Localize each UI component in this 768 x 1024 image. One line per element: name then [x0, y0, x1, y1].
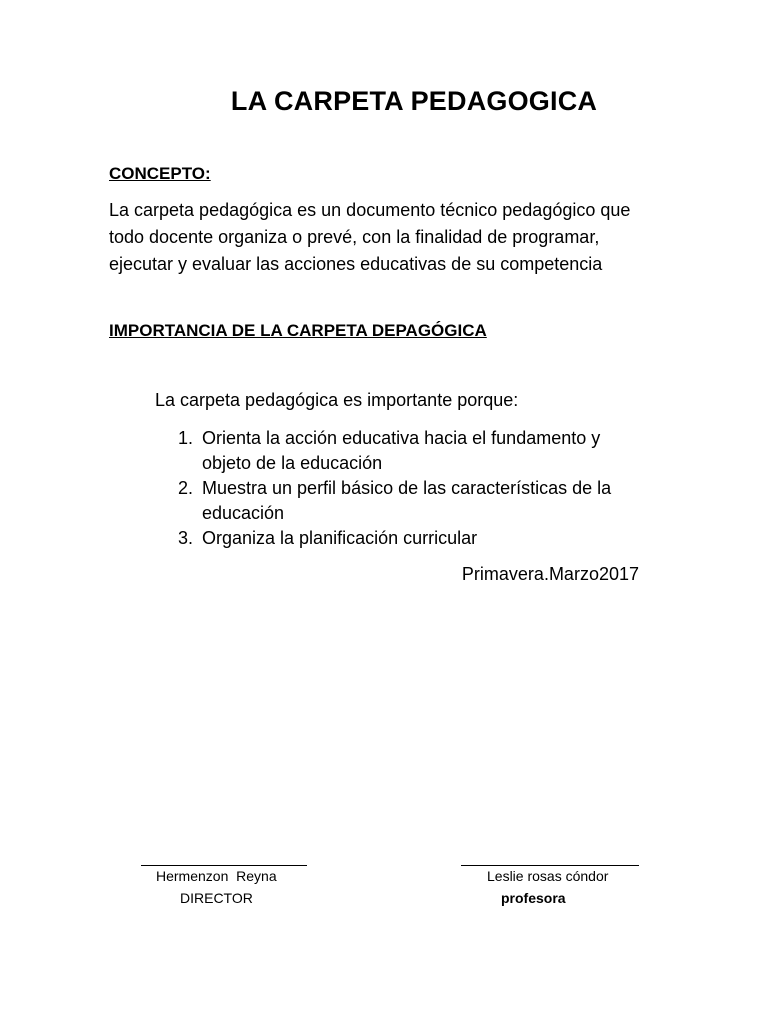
list-item-text: educación: [202, 503, 285, 523]
list-item-text: objeto de la educación: [202, 453, 383, 473]
signature-role-teacher: profesora: [501, 890, 566, 906]
list-item: [178, 526, 648, 551]
concept-line: ejecutar y evaluar las acciones educativas de su competencia: [109, 254, 603, 274]
list-item-number: 1.: [178, 428, 194, 448]
list-item-number: 3.: [178, 528, 194, 548]
list-item-text: Muestra un perfil básico de las características de la: [202, 478, 612, 498]
importance-intro: La carpeta pedagógica es importante porque:: [155, 390, 519, 410]
concept-line: todo docente organiza o prevé, con la finalidad de programar,: [109, 227, 600, 247]
concept-paragraph: [109, 197, 669, 278]
concept-line: La carpeta pedagógica es un documento técnico pedagógico que: [109, 200, 631, 220]
signature-role-director: DIRECTOR: [180, 890, 253, 906]
signature-name-director: Hermenzon Reyna: [156, 868, 277, 884]
list-item: [178, 426, 648, 476]
signature-line-teacher: [461, 865, 639, 866]
document-title: LA CARPETA PEDAGOGICA: [230, 86, 598, 116]
importance-list: [178, 426, 648, 551]
list-item-number: 2.: [178, 478, 194, 498]
concept-heading: CONCEPTO:: [109, 164, 211, 183]
list-item-text: Organiza la planificación curricular: [202, 528, 478, 548]
signature-line-director: [141, 865, 307, 866]
importance-heading: IMPORTANCIA DE LA CARPETA DEPAGÓGICA: [109, 321, 487, 340]
list-item: [178, 476, 648, 526]
signature-name-teacher: Leslie rosas cóndor: [487, 868, 609, 884]
list-item-text: Orienta la acción educativa hacia el fundamento y: [202, 428, 601, 448]
document-date: Primavera.Marzo2017: [461, 564, 639, 584]
